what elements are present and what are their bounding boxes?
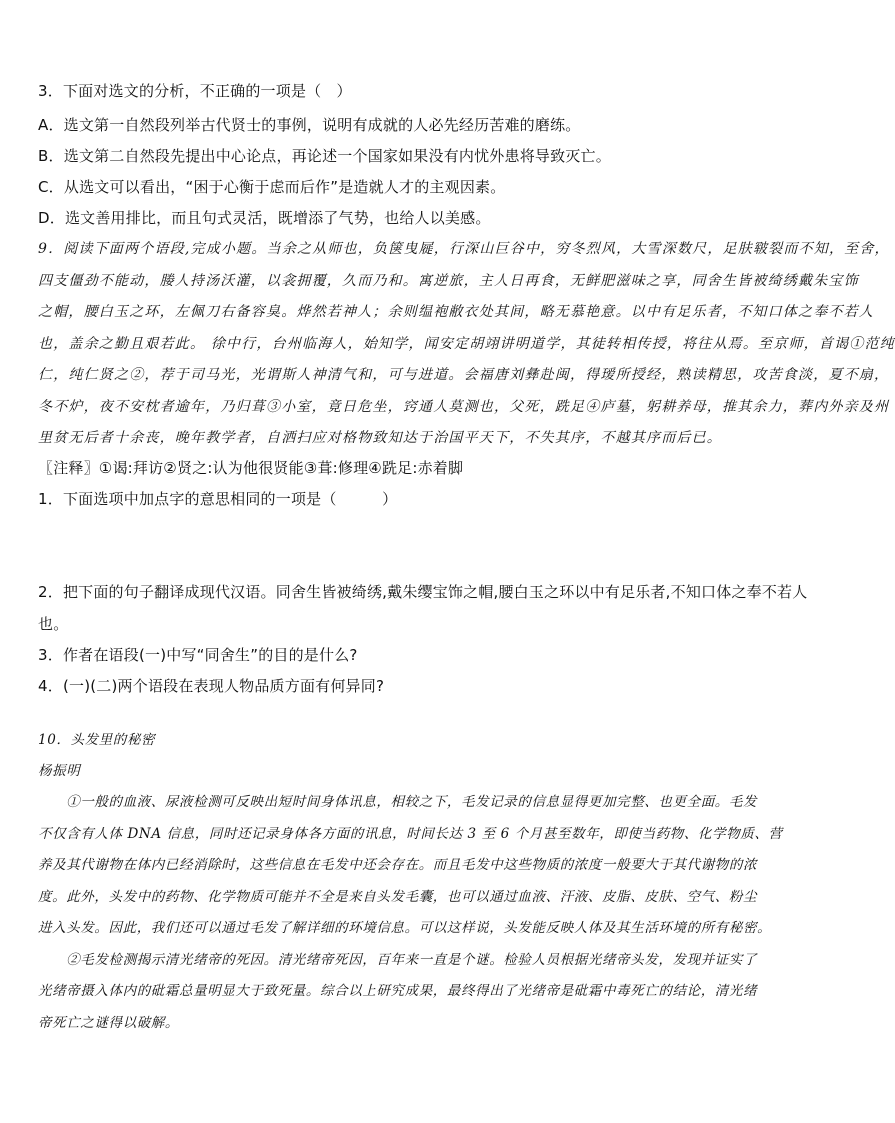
q3-option-a: A．选文第一自然段列举古代贤士的事例，说明有成就的人必先经历苦难的磨练。 (38, 116, 581, 134)
q3-option-c: C．从选文可以看出，“困于心衡于虑而后作”是造就人才的主观因素。 (38, 178, 506, 196)
q9-sub2: 2．把下面的句子翻译成现代汉语。同舍生皆被绮绣,戴朱缨宝饰之帽,腰白玉之环以中有足乐者,不知口体之奉不若人 (38, 583, 808, 601)
q10-title: 10．头发里的秘密 (38, 732, 156, 748)
q10-para1-line: 养及其代谢物在体内已经消除时，这些信息在毛发中还会存在。而且毛发中这些物质的浓度一般要大于其代谢物的浓 (38, 857, 758, 873)
q9-passage-line: 仁，纯仁贤之②，荐于司马光，光谓斯人神清气和，可与进道。会福唐刘彝赴闽，得瑷所授经，熟读精思，攻苦食淡，夏不扇， (38, 367, 890, 383)
q9-passage-line: 里贫无后者十余丧，晚年教学者，自洒扫应对格物致知达于治国平天下，不失其序，不越其序而后已。 (38, 430, 722, 446)
q9-notes: 〖注释〗①谒:拜访②贤之:认为他很贤能③葺:修理④跣足:赤着脚 (38, 459, 464, 477)
q10-para2-line: 光绪帝摄入体内的砒霜总量明显大于致死量。综合以上研究成果，最终得出了光绪帝是砒霜中毒死亡的结论，清光绪 (38, 983, 758, 999)
q9-passage-line: 四支僵劲不能动，媵人持汤沃灌，以衾拥覆，久而乃和。寓逆旅，主人日再食，无鲜肥滋味之享，同舍生皆被绮绣戴朱宝饰 (38, 273, 859, 289)
q10-para2-line: ②毛发检测揭示清光绪帝的死因。清光绪帝死因，百年来一直是个谜。检验人员根据光绪帝头发，发现并证实了 (38, 952, 758, 968)
q9-passage-line: 也，盖余之勤且艰若此。 徐中行，台州临海人，始知学，闻安定胡翊讲明道学，其徒转相传授，将往从焉。至京师，首谒①范纯 (38, 336, 895, 352)
q9-passage-line: 冬不炉，夜不安枕者逾年，乃归葺③小室，竟日危坐，窍通人莫测也，父死，跣足④庐墓，躬耕养母，推其余力，葬内外亲及州 (38, 399, 890, 415)
q9-sub3: 3．作者在语段(一)中写“同舍生”的目的是什么? (38, 646, 358, 664)
q3-option-d: D．选文善用排比，而且句式灵活，既增添了气势，也给人以美感。 (38, 209, 491, 227)
q3-stem: 3．下面对选文的分析，不正确的一项是（ ） (38, 82, 352, 100)
q9-sub2-cont: 也。 (38, 615, 69, 633)
q10-para1-line: ①一般的血液、尿液检测可反映出短时间身体讯息，相较之下，毛发记录的信息显得更加完整、也更全面。毛发 (38, 794, 758, 810)
q10-para1-line: 不仅含有人体 DNA 信息，同时还记录身体各方面的讯息，时间长达 3 至 6 个月甚至数年，即使当药物、化学物质、营 (38, 826, 783, 842)
q3-option-b: B．选文第二自然段先提出中心论点，再论述一个国家如果没有内忧外患将导致灭亡。 (38, 147, 611, 165)
q10-para2-line: 帝死亡之谜得以破解。 (38, 1015, 179, 1031)
q9-passage-line: 之帽，腰白玉之环，左佩刀右备容臭。烨然若神人；余则缊袍敝衣处其间，略无慕艳意。以中有足乐者，不知口体之奉不若人 (38, 304, 874, 320)
q9-sub1-stem: 1．下面选项中加点字的意思相同的一项是（ ） (38, 490, 398, 508)
q9-sub4: 4．(一)(二)两个语段在表现人物品质方面有何异同? (38, 677, 385, 695)
q10-author: 杨振明 (38, 763, 81, 779)
q10-para1-line: 度。此外，头发中的药物、化学物质可能并不全是来自头发毛囊，也可以通过血液、汗液、皮脂、皮肤、空气、粉尘 (38, 889, 758, 905)
q10-para1-line: 进入头发。因此，我们还可以通过毛发了解详细的环境信息。可以这样说，头发能反映人体及其生活环境的所有秘密。 (38, 920, 772, 936)
q9-passage-line: 9．阅读下面两个语段,完成小题。当余之从师也，负箧曳屣，行深山巨谷中，穷冬烈风，大雪深数尺，足肤皲裂而不知，至舍， (38, 241, 890, 257)
